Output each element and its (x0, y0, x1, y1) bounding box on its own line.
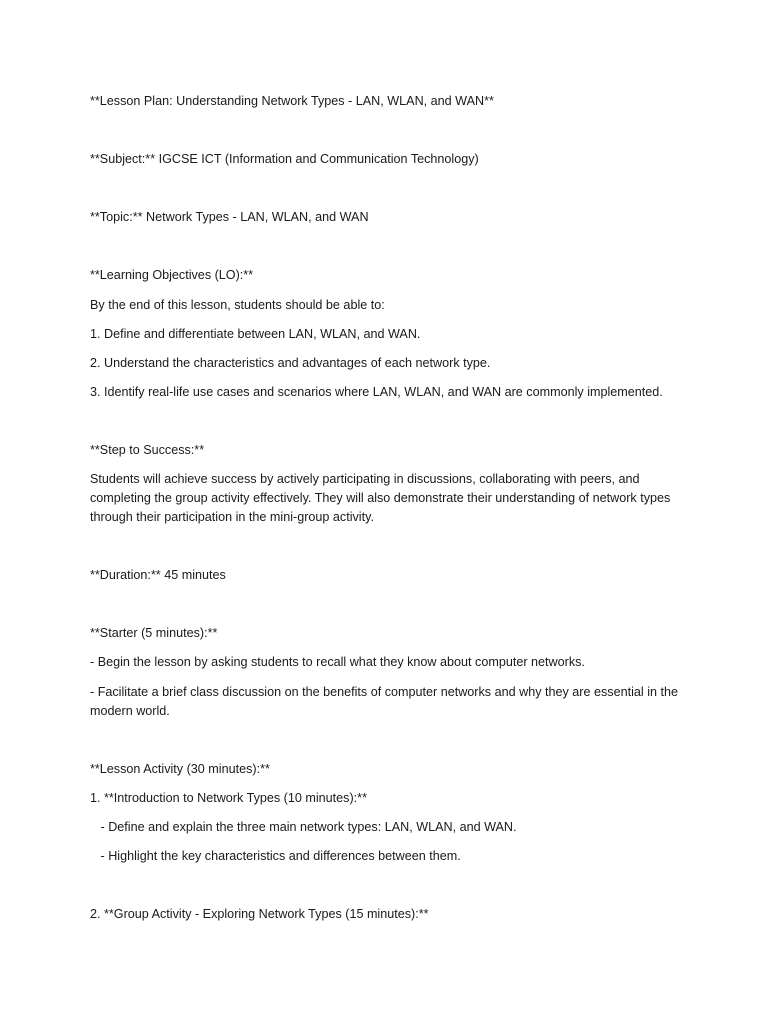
success-heading: **Step to Success:** (90, 443, 205, 457)
starter-heading: **Starter (5 minutes):** (90, 626, 218, 640)
objective-item: 2. Understand the characteristics and advantages of each network type. (90, 356, 491, 370)
objectives-heading: **Learning Objectives (LO):** (90, 268, 254, 282)
objectives-intro: By the end of this lesson, students should be able to: (90, 298, 385, 312)
subject-line: **Subject:** IGCSE ICT (Information and Communication Technology) (90, 152, 479, 166)
starter-item: - Begin the lesson by asking students to recall what they know about computer networks. (90, 655, 585, 669)
group-activity-heading: 2. **Group Activity - Exploring Network Types (15 minutes):** (90, 907, 429, 921)
document-title: **Lesson Plan: Understanding Network Types - LAN, WLAN, and WAN** (90, 94, 494, 108)
activity-heading: **Lesson Activity (30 minutes):** (90, 762, 270, 776)
topic-line: **Topic:** Network Types - LAN, WLAN, and WAN (90, 210, 369, 224)
success-paragraph: Students will achieve success by actively participating in discussions, collaborating with peers, and completing the group activity effectively. They will also demonstrate their understanding of network types through their participation in the mini-group activity. (90, 472, 674, 524)
activity-intro-heading: 1. **Introduction to Network Types (10 minutes):** (90, 791, 367, 805)
starter-item: - Facilitate a brief class discussion on the benefits of computer networks and why they are essential in the modern world. (90, 685, 682, 718)
duration-line: **Duration:** 45 minutes (90, 568, 226, 582)
objective-item: 3. Identify real-life use cases and scenarios where LAN, WLAN, and WAN are commonly implemented. (90, 385, 663, 399)
activity-intro-item: - Highlight the key characteristics and differences between them. (90, 849, 461, 863)
activity-intro-item: - Define and explain the three main network types: LAN, WLAN, and WAN. (90, 820, 517, 834)
objective-item: 1. Define and differentiate between LAN, WLAN, and WAN. (90, 327, 421, 341)
